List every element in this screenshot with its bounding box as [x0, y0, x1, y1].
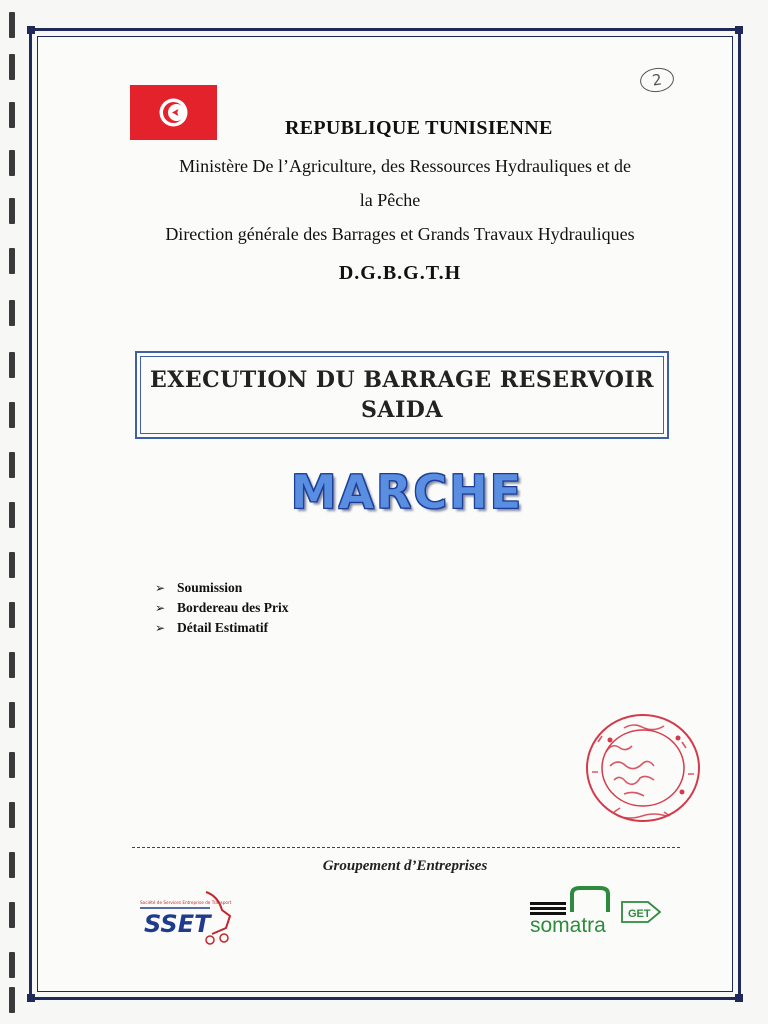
ministry-line-continued: la Pêche: [359, 190, 421, 210]
contents-list: [155, 578, 289, 638]
acronym: D.G.B.G.T.H: [338, 262, 462, 284]
border-corner: [735, 26, 743, 34]
direction-line: Direction générale des Barrages et Grands Travaux Hydrauliques: [165, 224, 635, 244]
list-item: ➢ Détail Estimatif: [155, 620, 269, 635]
spiral-binding: [9, 12, 17, 1012]
ministry-line: Ministère De l’Agriculture, des Ressources Hydrauliques et de: [179, 156, 631, 176]
bullet-arrow-icon: ➢: [155, 601, 166, 615]
project-title-line2: SAIDA: [361, 397, 443, 423]
project-title-line1: EXECUTION DU BARRAGE RESERVOIR: [150, 367, 654, 393]
group-label: Groupement d’Entreprises: [322, 858, 488, 874]
logo-left-text: SSET: [144, 910, 211, 938]
somatra-logo: [530, 884, 665, 936]
logo-tagline: Société de Services Entreprise de Transport: [140, 900, 232, 905]
project-title-box: [135, 351, 669, 439]
tunisia-flag-icon: [130, 85, 217, 140]
separator-line: [132, 847, 680, 848]
logo-right-suffix: GET: [628, 908, 651, 920]
sset-logo: [136, 884, 236, 948]
list-item: ➢ Bordereau des Prix: [155, 600, 289, 615]
document-type-heading: MARCHE: [290, 465, 524, 519]
logo-right-text: somatra: [530, 914, 606, 936]
page-number: 2: [638, 66, 675, 94]
republic-title: REPUBLIQUE TUNISIENNE: [285, 117, 553, 139]
bullet-arrow-icon: ➢: [155, 581, 166, 595]
official-stamp: [584, 712, 702, 824]
border-corner: [27, 994, 35, 1002]
list-item: ➢ Soumission: [155, 580, 243, 595]
border-corner: [27, 26, 35, 34]
bullet-arrow-icon: ➢: [155, 621, 166, 635]
border-corner: [735, 994, 743, 1002]
